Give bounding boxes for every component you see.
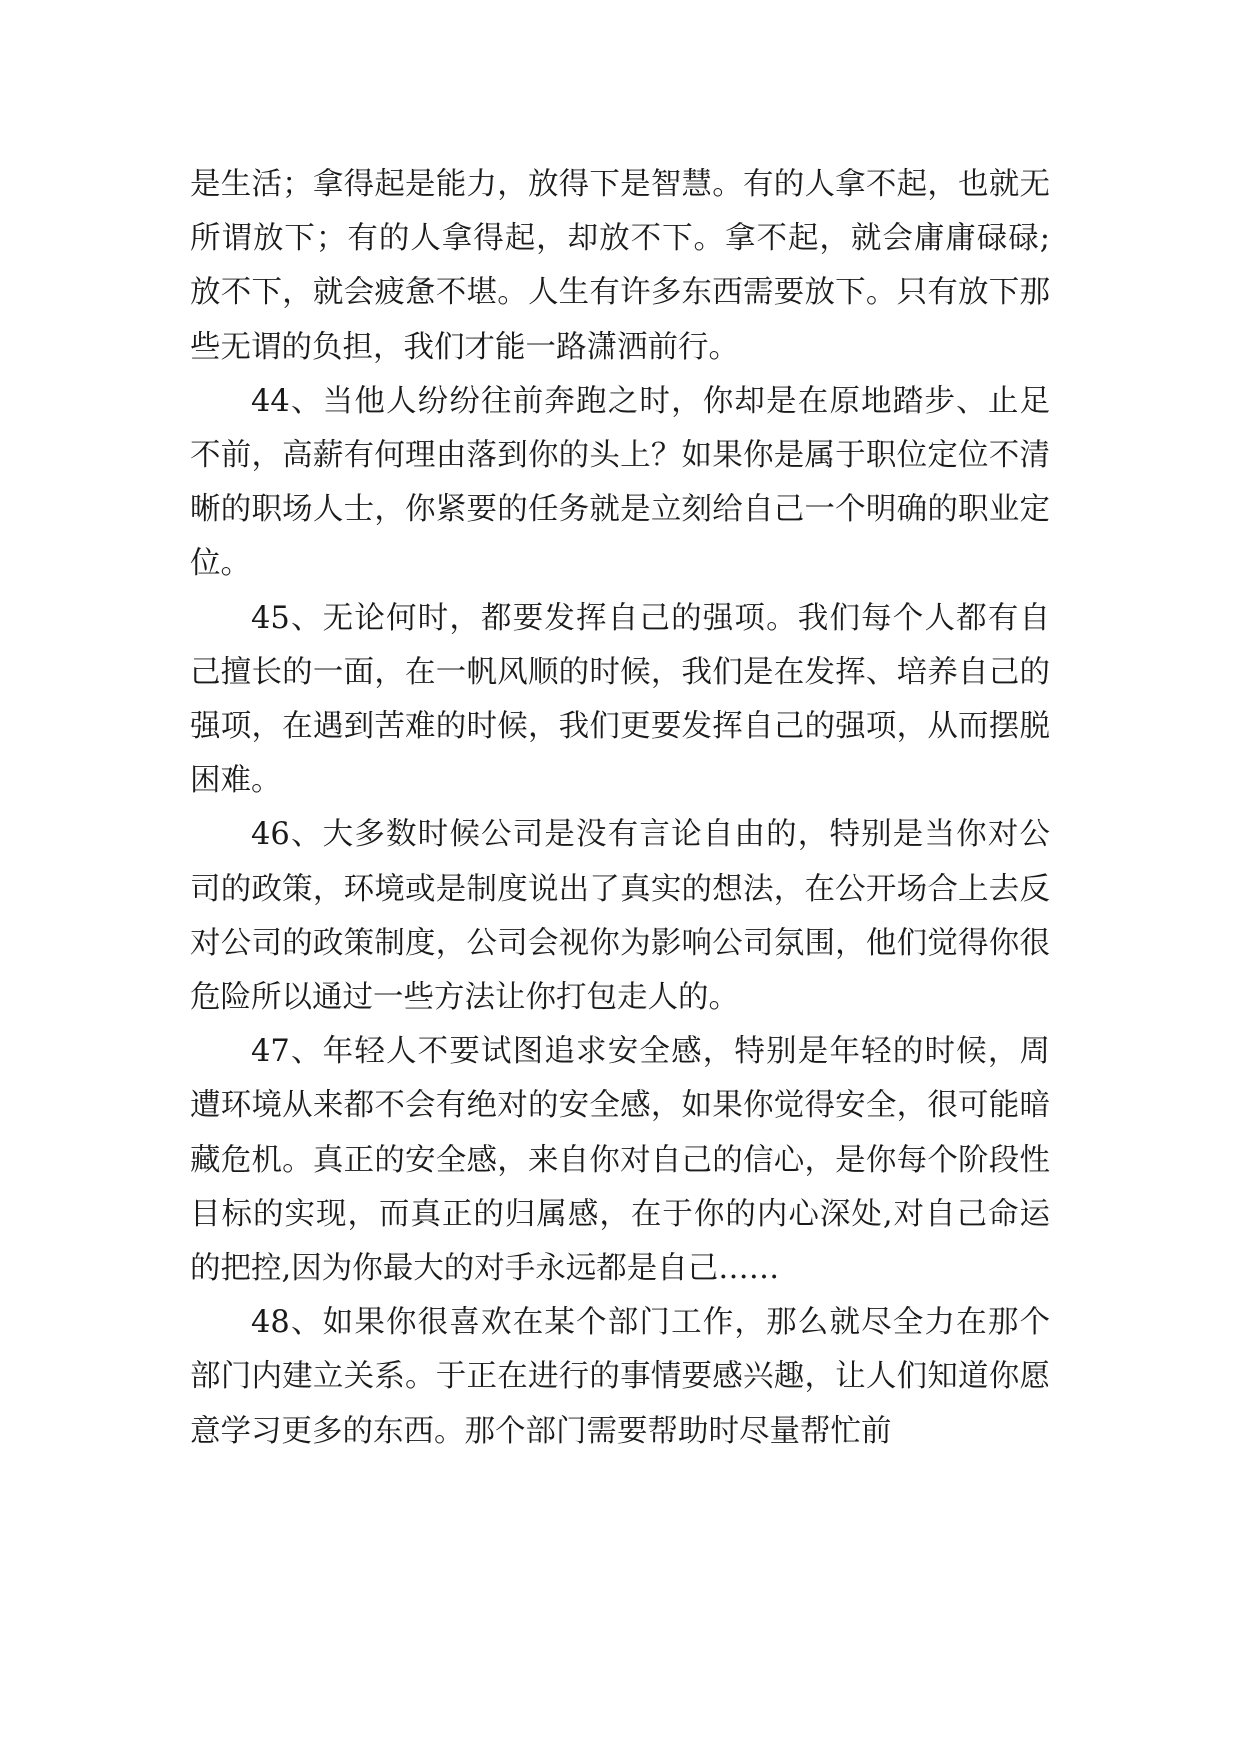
paragraph-47: 47、年轻人不要试图追求安全感，特别是年轻的时候，周遭环境从来都不会有绝对的安全感，如果你觉得安全，很可能暗藏危机。真正的安全感，来自你对自己的信心，是你每个阶段性目标的实现，而真正的归属感，在于你的内心深处,对自己命运的把控,因为你最大的对手永远都是自己……: [190, 1034, 1050, 1287]
paragraph-44: 44、当他人纷纷往前奔跑之时，你却是在原地踏步、止足不前，高薪有何理由落到你的头上？如果你是属于职位定位不清晰的职场人士，你紧要的任务就是立刻给自己一个明确的职业定位。: [190, 383, 1050, 582]
paragraph-48: 48、如果你很喜欢在某个部门工作，那么就尽全力在那个部门内建立关系。于正在进行的事情要感兴趣，让人们知道你愿意学习更多的东西。那个部门需要帮助时尽量帮忙前: [190, 1305, 1050, 1449]
paragraph-45: 45、无论何时，都要发挥自己的强项。我们每个人都有自己擅长的一面，在一帆风顺的时候，我们是在发挥、培养自己的强项，在遇到苦难的时候，我们更要发挥自己的强项，从而摆脱困难。: [190, 600, 1050, 799]
paragraph-43-continuation: 是生活；拿得起是能力，放得下是智慧。有的人拿不起，也就无所谓放下；有的人拿得起，却放不下。拿不起，就会庸庸碌碌; 放不下，就会疲惫不堪。人生有许多东西需要放下。只有放下那些无谓的负担，我们才能一路潇洒前行。: [190, 167, 1060, 365]
document-body: [190, 158, 1060, 1459]
paragraph-46: 46、大多数时候公司是没有言论自由的，特别是当你对公司的政策，环境或是制度说出了真实的想法，在公开场合上去反对公司的政策制度，公司会视你为影响公司氛围，他们觉得你很危险所以通过一些方法让你打包走人的。: [190, 817, 1050, 1016]
